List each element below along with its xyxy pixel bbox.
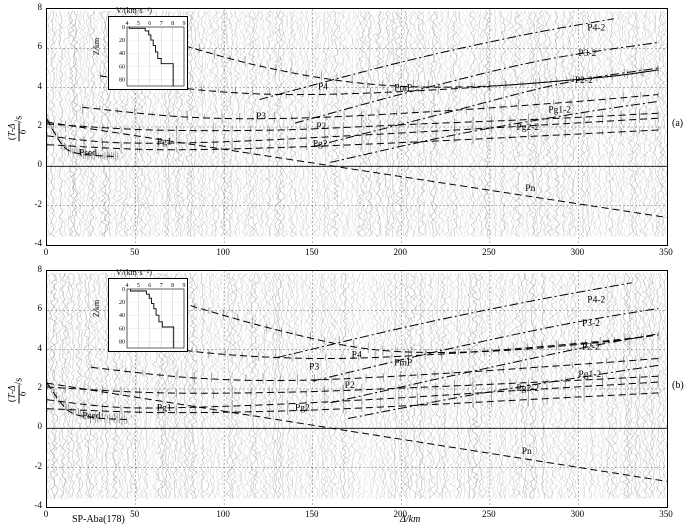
svg-text:0: 0 xyxy=(122,287,125,293)
x-tick-label: 350 xyxy=(659,509,673,519)
phase-label-pg1-2: Pg1-2 xyxy=(578,370,602,381)
panel-b xyxy=(0,262,700,526)
velocity-inset-a xyxy=(108,16,188,90)
x-tick-label: 250 xyxy=(482,247,496,257)
svg-text:9: 9 xyxy=(182,283,186,289)
svg-text:5: 5 xyxy=(136,21,140,27)
x-tick-label: 300 xyxy=(570,247,585,257)
phase-label-p3: P3 xyxy=(256,112,267,123)
velocity-inset-b xyxy=(108,278,188,352)
x-tick-label: 150 xyxy=(304,247,319,257)
y-tick-label: -4 xyxy=(34,238,42,248)
x-tick-label: 150 xyxy=(304,509,319,519)
phase-label-p4-2: P4-2 xyxy=(587,295,606,306)
svg-text:8: 8 xyxy=(171,283,175,289)
panel-a xyxy=(0,0,700,262)
x-axis-label: Δ/km xyxy=(400,514,421,525)
y-tick-label: -2 xyxy=(34,198,42,209)
svg-text:4: 4 xyxy=(125,283,129,289)
y-tick-label: -2 xyxy=(34,460,42,471)
x-tick-label: 0 xyxy=(43,509,49,519)
phase-label-p2-2: P2-2 xyxy=(581,342,600,353)
y-tick-label: 2 xyxy=(37,382,42,392)
svg-text:40: 40 xyxy=(119,51,125,58)
y-tick-label: 6 xyxy=(37,303,42,314)
y-axis-unit-b: /s xyxy=(13,377,25,385)
y-tick-label: 4 xyxy=(37,342,42,353)
svg-text:0: 0 xyxy=(122,25,125,31)
x-tick-label: 300 xyxy=(570,509,585,519)
y-axis-fraction-a: (T-Δ 6 xyxy=(7,123,29,141)
svg-text:6: 6 xyxy=(148,283,152,289)
svg-text:5: 5 xyxy=(136,283,140,289)
svg-text:8: 8 xyxy=(171,21,175,27)
velocity-profile-a xyxy=(109,17,187,89)
svg-text:7: 7 xyxy=(159,21,163,27)
phase-label-p2-2: P2-2 xyxy=(574,75,593,86)
y-tick-label: 8 xyxy=(37,264,42,274)
svg-text:7: 7 xyxy=(159,283,163,289)
svg-text:4: 4 xyxy=(125,21,129,27)
velocity-inset-ylabel-a: Z/km xyxy=(92,37,102,56)
velocity-inset-title-a: V/(km·s⁻¹) xyxy=(116,6,152,15)
phase-label-p2: P2 xyxy=(316,121,327,132)
x-tick-label: 50 xyxy=(130,247,140,257)
x-tick-label: 100 xyxy=(216,247,230,257)
x-tick-label: 50 xyxy=(130,509,140,519)
phase-label-p4: P4 xyxy=(318,82,329,93)
y-axis-unit-a: /s xyxy=(13,115,25,123)
x-tick-label: 350 xyxy=(659,247,673,257)
phase-label-pg2-2: Pg2-2 xyxy=(516,383,540,394)
velocity-profile-b xyxy=(109,279,187,351)
svg-text:60: 60 xyxy=(119,326,125,333)
phase-label-pg2-2: Pg2-2 xyxy=(516,122,540,133)
y-axis-fraction-b: (T-Δ 6 xyxy=(7,385,29,403)
y-tick-label: 2 xyxy=(37,120,42,130)
x-tick-label: 100 xyxy=(216,509,230,519)
y-tick-label: 0 xyxy=(37,421,42,432)
velocity-inset-title-b: V/(km·s⁻¹) xyxy=(116,268,152,277)
svg-text:20: 20 xyxy=(119,300,125,307)
phase-label-pg1-2: Pg1-2 xyxy=(548,105,572,116)
svg-text:60: 60 xyxy=(119,64,125,71)
y-tick-label: 4 xyxy=(37,80,42,91)
svg-text:6: 6 xyxy=(148,21,152,27)
svg-text:80: 80 xyxy=(119,77,125,84)
phase-label-psed: Psed xyxy=(78,148,97,159)
phase-label-pn: Pn xyxy=(521,446,532,457)
y-tick-label: 6 xyxy=(37,41,42,52)
svg-text:9: 9 xyxy=(182,21,186,27)
phase-label-psed: Psed xyxy=(82,411,101,422)
phase-label-pn: Pn xyxy=(525,183,536,194)
phase-label-pg1: Pg1 xyxy=(156,403,172,414)
phase-label-p4-2: P4-2 xyxy=(587,23,606,34)
x-tick-label: 250 xyxy=(482,509,496,519)
phase-label-p3: P3 xyxy=(309,362,320,373)
phase-label-pg1: Pg1 xyxy=(156,137,172,148)
svg-text:80: 80 xyxy=(119,339,125,346)
station-label: SP-Aba(178) xyxy=(72,514,125,525)
phase-label-pg2: Pg2 xyxy=(312,139,328,150)
y-tick-label: 0 xyxy=(37,159,42,170)
velocity-inset-ylabel-b: Z/km xyxy=(92,299,102,318)
x-tick-label: 200 xyxy=(393,247,408,257)
phase-label-pmp: PmP xyxy=(394,358,413,369)
svg-text:40: 40 xyxy=(119,313,125,320)
phase-label-p4: P4 xyxy=(351,350,362,361)
x-tick-label: 0 xyxy=(43,247,49,257)
y-tick-label: -4 xyxy=(34,500,42,510)
panel-tag-b: (b) xyxy=(672,380,684,391)
phase-label-pg2: Pg2 xyxy=(295,403,310,414)
svg-text:20: 20 xyxy=(119,38,125,45)
panel-tag-a: (a) xyxy=(672,118,684,129)
phase-label-p3-2: P3-2 xyxy=(578,49,597,60)
y-tick-label: 8 xyxy=(37,2,42,12)
phase-label-p3-2: P3-2 xyxy=(581,319,600,330)
phase-label-p2: P2 xyxy=(344,381,355,392)
x-tick-label: 200 xyxy=(393,509,408,519)
phase-label-pmp: PmP xyxy=(394,83,413,94)
